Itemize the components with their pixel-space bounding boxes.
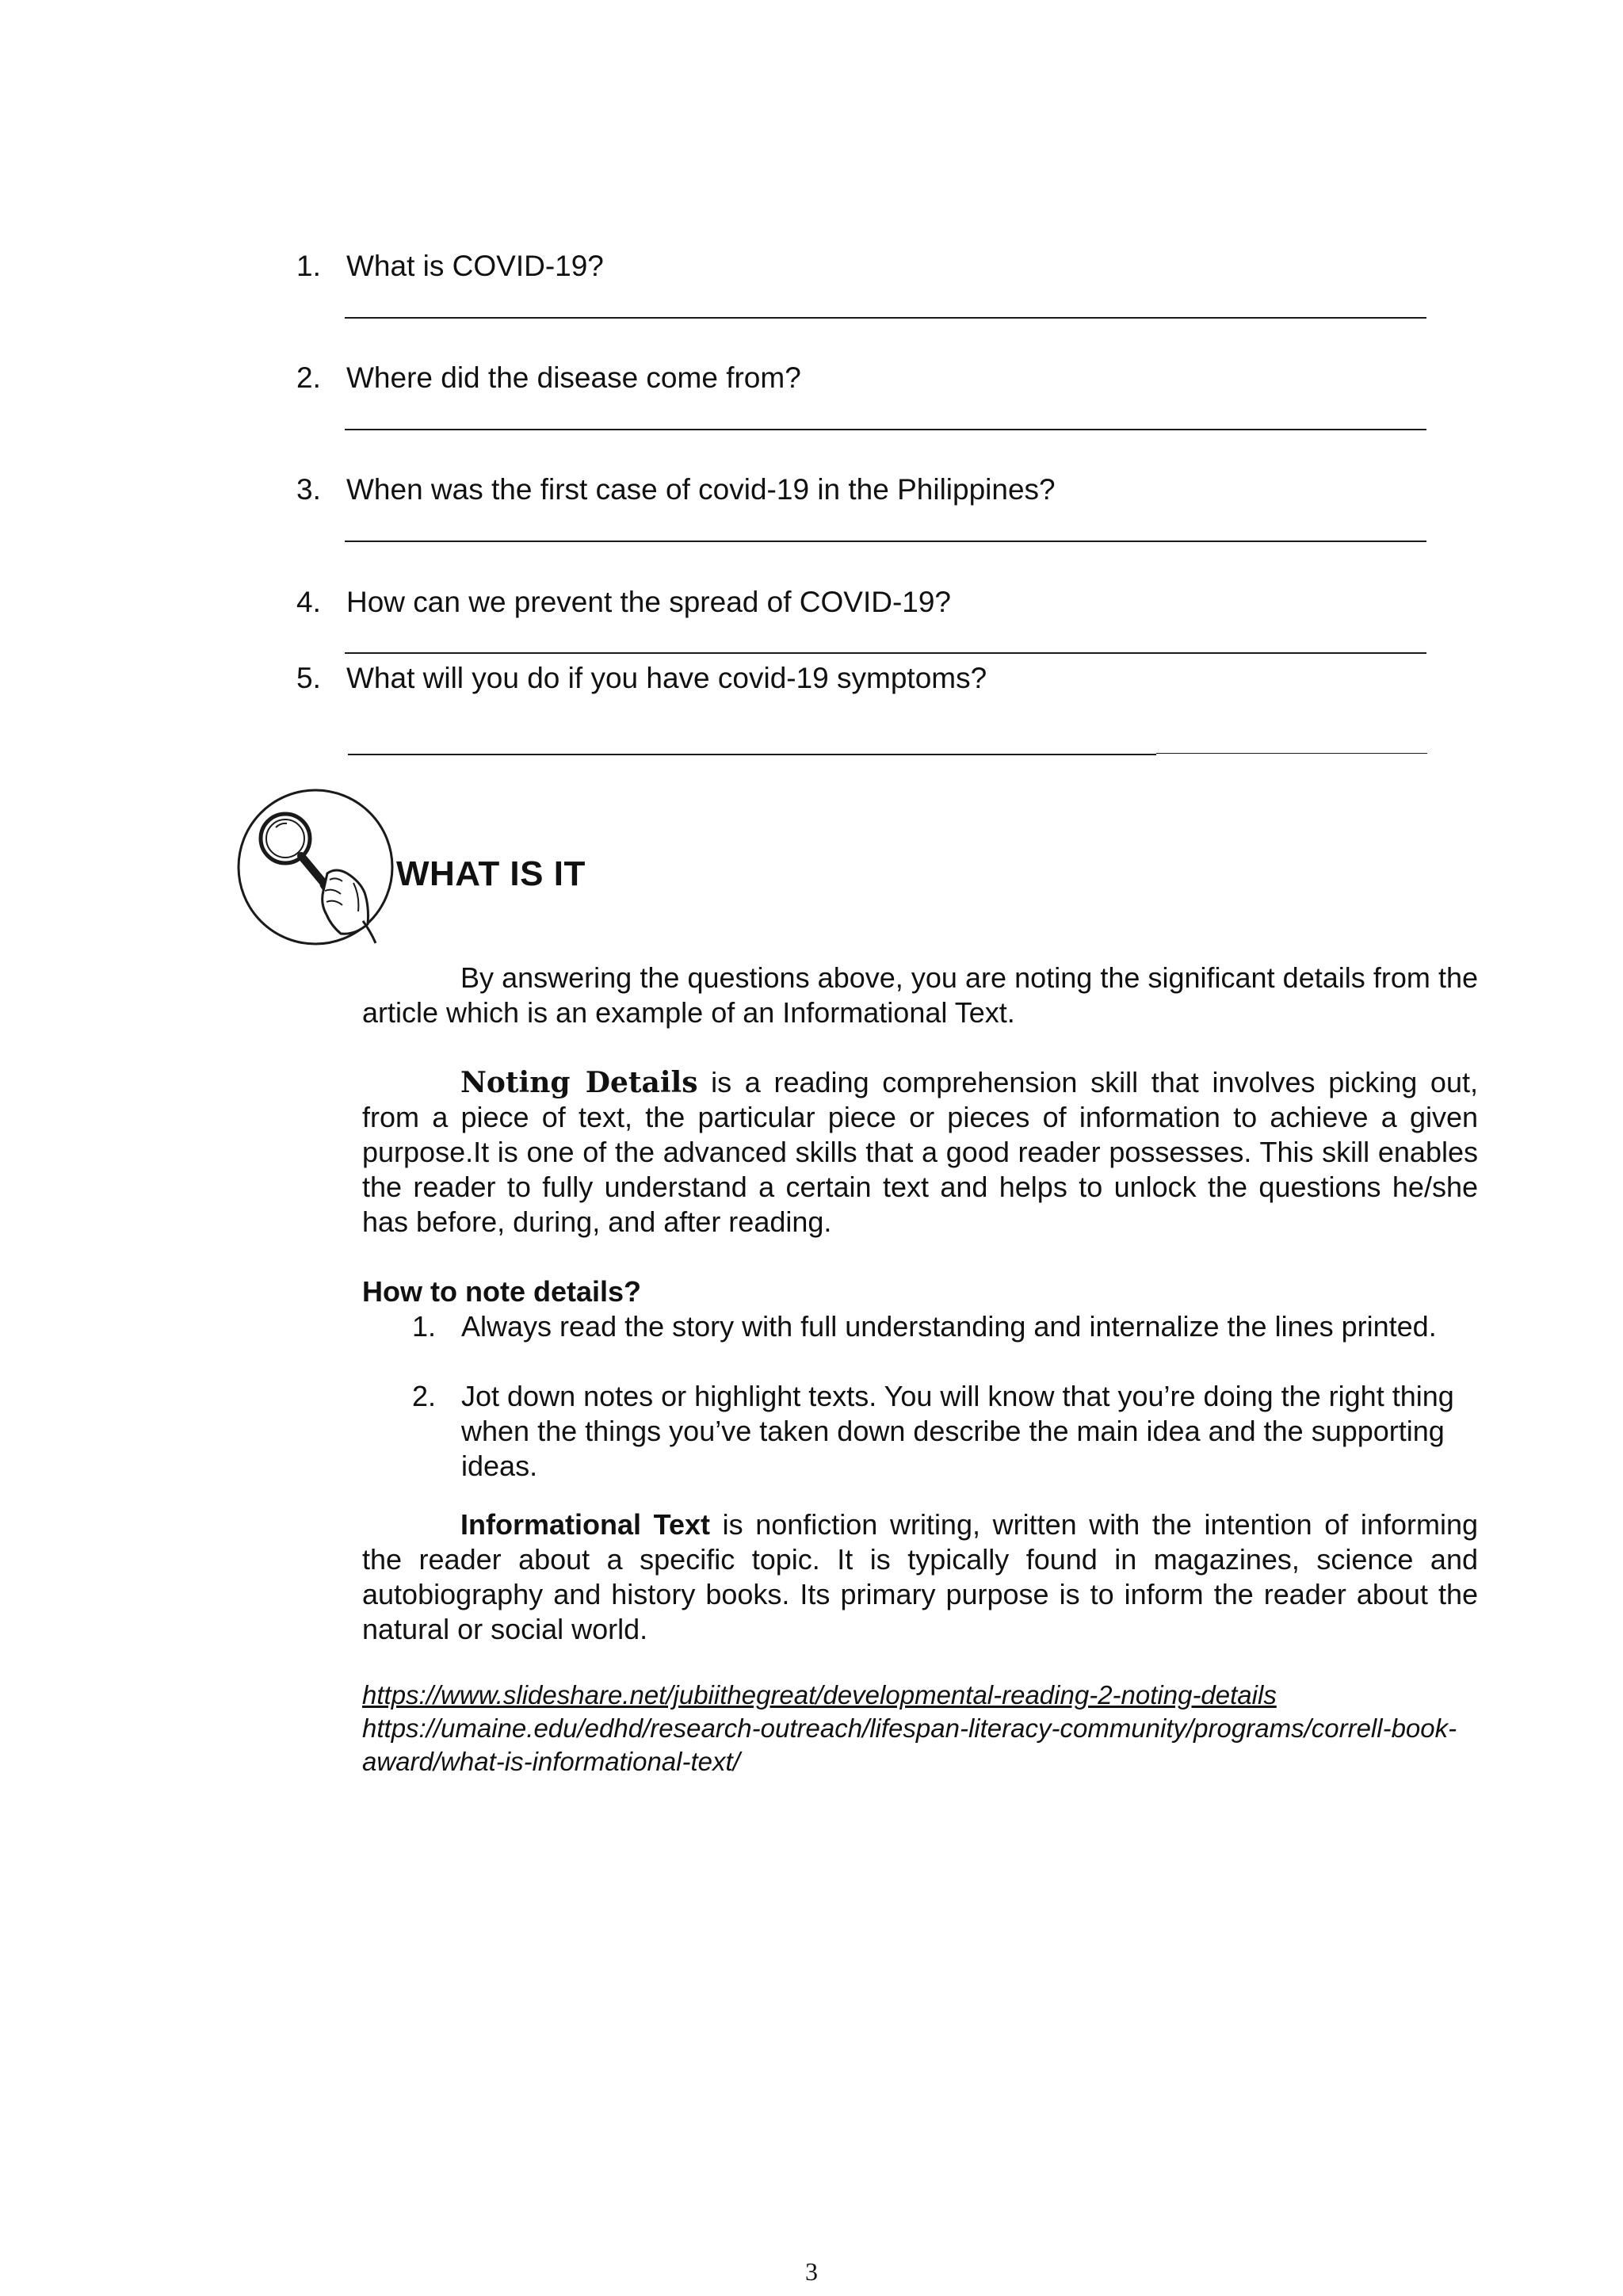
question-text: What will you do if you have covid-19 symptoms? xyxy=(346,662,987,694)
answer-line-extension xyxy=(1156,753,1427,754)
answer-line[interactable] xyxy=(345,429,1426,430)
intro-text: By answering the questions above, you are noting the significant details from the article which is an example of an Informational Text. xyxy=(362,961,1478,1029)
answer-line[interactable] xyxy=(345,652,1426,654)
question-number: 1. xyxy=(296,250,321,282)
intro-paragraph xyxy=(362,961,1478,1030)
informational-text-paragraph xyxy=(362,1507,1478,1647)
informational-text-term: Informational Text xyxy=(460,1508,710,1541)
informational-text-definition: is nonfiction writing, written with the intention of informing the reader about a specific topic. It is typically found in magazines, science and autobiography and history books. Its primary purpose is to inform the reader about the natural or social world. xyxy=(362,1508,1478,1645)
step-number: 1. xyxy=(412,1310,437,1343)
step-text: Jot down notes or highlight texts. You will know that you’re doing the right thing when the things you’ve taken down describe the main idea and the supporting ideas. xyxy=(461,1380,1454,1482)
step-text: Always read the story with full understanding and internalize the lines printed. xyxy=(461,1310,1437,1343)
noting-details-definition: is a reading comprehension skill that involves picking out, from a piece of text, the particular piece or pieces of information to achieve a given purpose.It is one of the advanced skills that a good reader possesses. This skill enables the reader to fully understand a certain text and helps to unlock the questions he/she has before, during, and after reading. xyxy=(362,1066,1478,1238)
reference-link[interactable]: https://umaine.edu/edhd/research-outreach/lifespan-literacy-community/programs/correll-book-award/what-is-informational-text/ xyxy=(362,1713,1457,1776)
reference-link[interactable]: https://www.slideshare.net/jubiithegreat/developmental-reading-2-noting-details xyxy=(362,1680,1277,1710)
question-number: 5. xyxy=(296,662,321,694)
step-number: 2. xyxy=(412,1380,437,1412)
references xyxy=(362,1679,1487,1778)
noting-details-paragraph xyxy=(362,1065,1478,1240)
question-text: When was the first case of covid-19 in the Philippines? xyxy=(346,473,1056,506)
question-text: Where did the disease come from? xyxy=(346,361,801,394)
question-number: 3. xyxy=(296,473,321,506)
question-text: How can we prevent the spread of COVID-19? xyxy=(346,586,951,618)
answer-line[interactable] xyxy=(348,754,1156,755)
page-number: 3 xyxy=(805,2257,818,2286)
question-number: 2. xyxy=(296,361,321,394)
magnifying-glass-icon xyxy=(236,788,395,946)
section-title: WHAT IS IT xyxy=(396,854,586,893)
answer-line[interactable] xyxy=(345,541,1426,542)
noting-details-term: Noting Details xyxy=(460,1066,698,1099)
answer-line[interactable] xyxy=(345,317,1426,319)
question-text: What is COVID-19? xyxy=(346,250,604,282)
how-to-step xyxy=(412,1309,1478,1344)
how-to-title: How to note details? xyxy=(362,1275,642,1308)
question-number: 4. xyxy=(296,586,321,618)
how-to-step xyxy=(412,1379,1478,1484)
